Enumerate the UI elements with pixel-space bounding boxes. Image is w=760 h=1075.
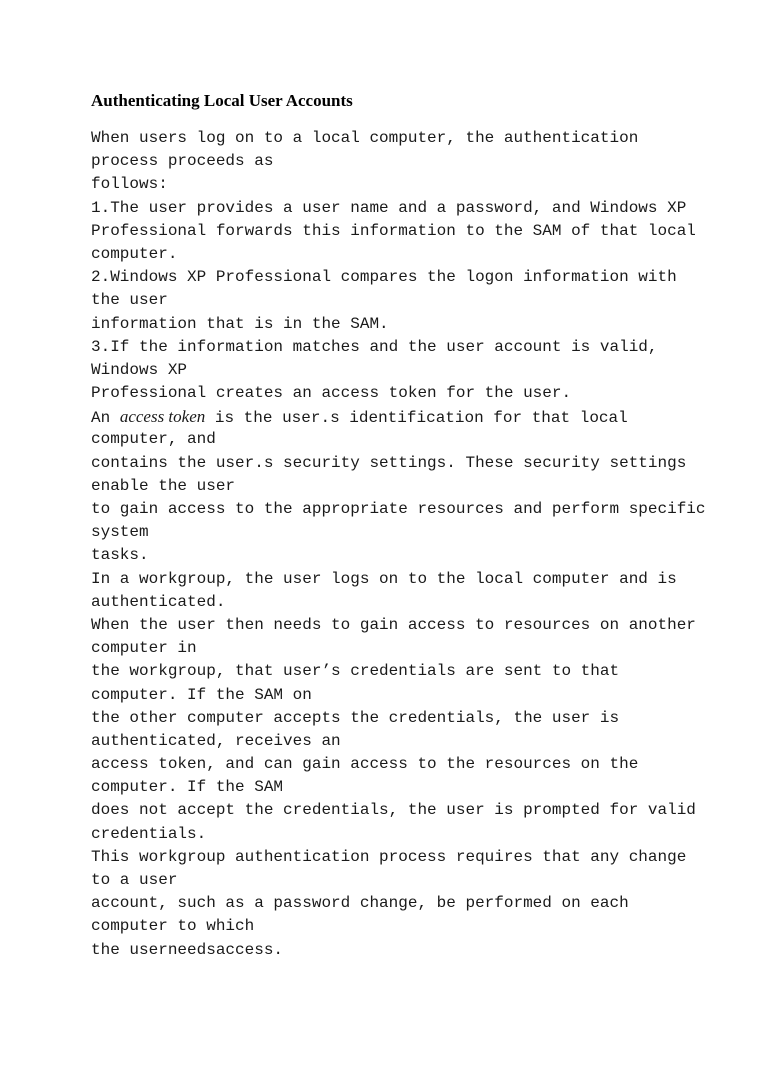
access-token-line (91, 405, 751, 428)
body-line: to a user (91, 871, 178, 889)
body-line: computer. If the SAM (91, 778, 284, 797)
body-line: Professional creates an access token for the user. (91, 384, 572, 403)
body-line: computer to which (91, 917, 255, 936)
body-line: the userneedsaccess. (91, 940, 284, 959)
body-line: contains the user.s security settings. These security settings (91, 453, 687, 472)
body-line: information that is in the SAM. (91, 314, 389, 333)
access-token-prefix: An (91, 409, 120, 428)
body-line: to gain access to the appropriate resources and perform specific (91, 500, 706, 518)
body-line: 1.The user provides a user name and a password, and Windows XP (91, 198, 687, 217)
access-token-term: access token (119, 407, 206, 427)
body-line: 2.Windows XP Professional compares the logon information with (91, 268, 677, 287)
body-line: Windows XP (91, 360, 188, 379)
body-line: the user (91, 291, 168, 310)
body-line: computer in (91, 639, 197, 658)
body-line: computer, and (91, 430, 216, 449)
body-line: process proceeds as (91, 152, 274, 171)
document-title: Authenticating Local User Accounts (91, 91, 353, 110)
body-line: authenticated. (91, 592, 226, 611)
body-line: account, such as a password change, be performed on each (91, 894, 629, 913)
body-line: access token, and can gain access to the resources on the (91, 755, 639, 774)
body-line: the workgroup, that user’s credentials are sent to that (91, 662, 620, 681)
body-line: In a workgroup, the user logs on to the local computer and is (91, 569, 677, 588)
body-line: enable the user (91, 476, 236, 495)
access-token-suffix: is the user.s identification for that local (205, 409, 628, 428)
body-line: credentials. (91, 824, 207, 843)
body-line: does not accept the credentials, the user is prompted for valid (91, 801, 696, 820)
body-line: This workgroup authentication process requires that any change (91, 847, 687, 866)
body-line: Professional forwards this information to the SAM of that local (91, 221, 696, 240)
body-line: authenticated, receives an (91, 731, 341, 750)
body-line: the other computer accepts the credentials, the user is (91, 708, 620, 727)
body-line: When users log on to a local computer, the authentication (91, 129, 639, 147)
body-line: computer. If the SAM on (91, 685, 312, 704)
body-line: system (91, 523, 149, 542)
body-line: follows: (91, 175, 168, 194)
body-line: When the user then needs to gain access to resources on another (91, 615, 696, 634)
document-body (91, 127, 751, 962)
body-line: 3.If the information matches and the user account is valid, (91, 337, 658, 356)
body-line: tasks. (91, 546, 149, 565)
body-line: computer. (91, 244, 178, 263)
